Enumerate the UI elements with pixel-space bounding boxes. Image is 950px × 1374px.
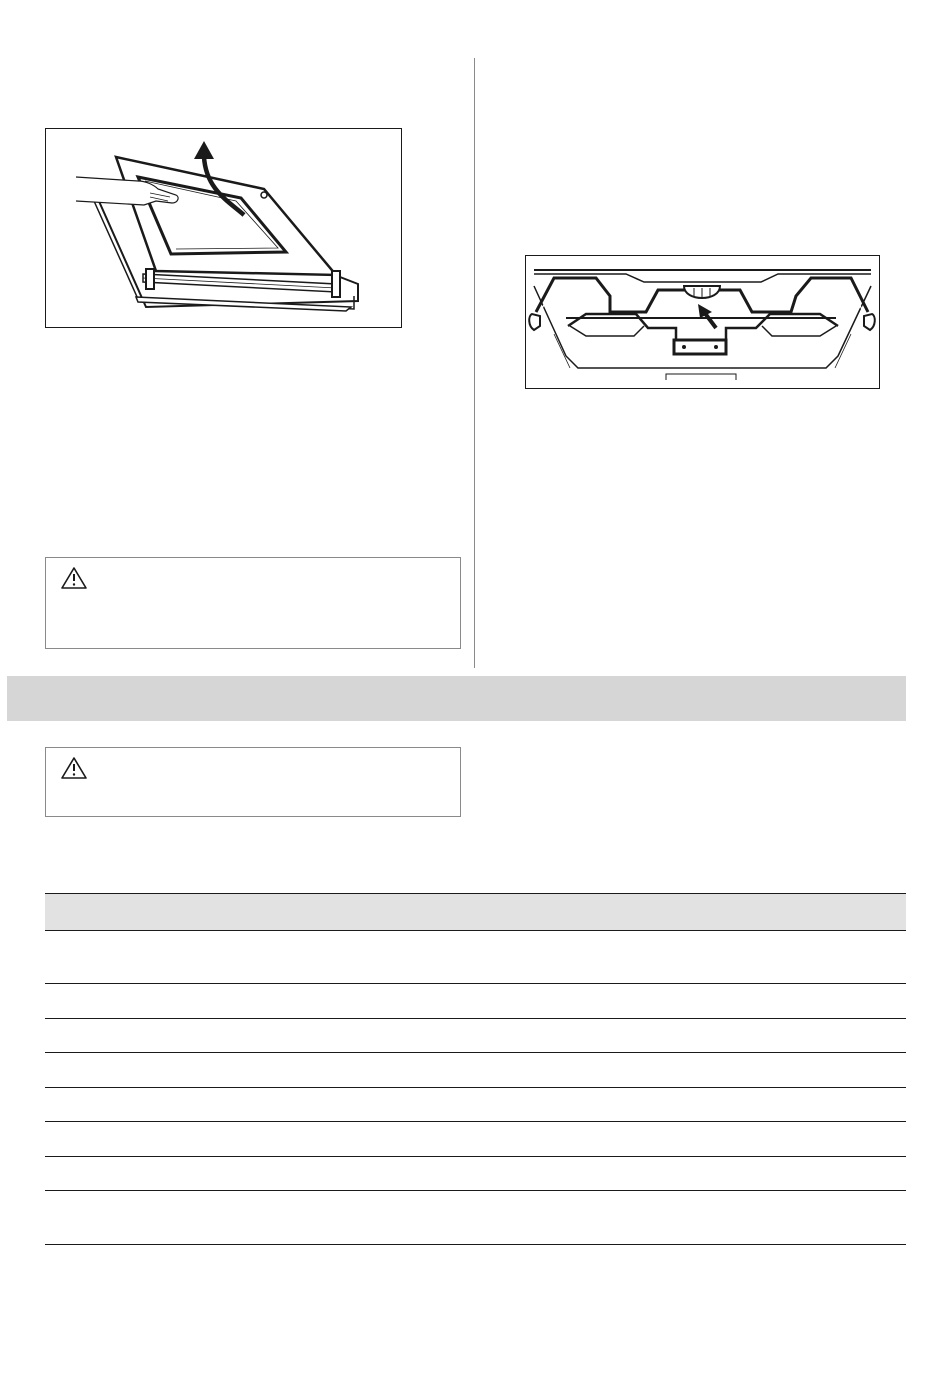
table-row xyxy=(45,1122,906,1157)
table-header xyxy=(45,893,906,930)
warning-triangle-icon xyxy=(60,566,88,595)
table-row xyxy=(45,1157,906,1191)
column-divider xyxy=(474,58,475,668)
door-panel-removal-figure xyxy=(45,128,402,328)
oven-lamp-cover-illustration xyxy=(526,256,879,388)
table-row xyxy=(45,1088,906,1122)
warning-triangle-icon xyxy=(60,756,88,785)
warning-box xyxy=(45,557,461,649)
table-row xyxy=(45,1053,906,1088)
warning-box xyxy=(45,747,461,817)
table-row xyxy=(45,1019,906,1053)
troubleshooting-table xyxy=(45,893,906,1245)
section-header-bar xyxy=(7,676,906,721)
oven-door-glass-panel-removal-illustration xyxy=(46,129,401,327)
table-row xyxy=(45,984,906,1019)
table-row xyxy=(45,930,906,984)
lamp-cover-figure xyxy=(525,255,880,389)
table-row xyxy=(45,1191,906,1245)
